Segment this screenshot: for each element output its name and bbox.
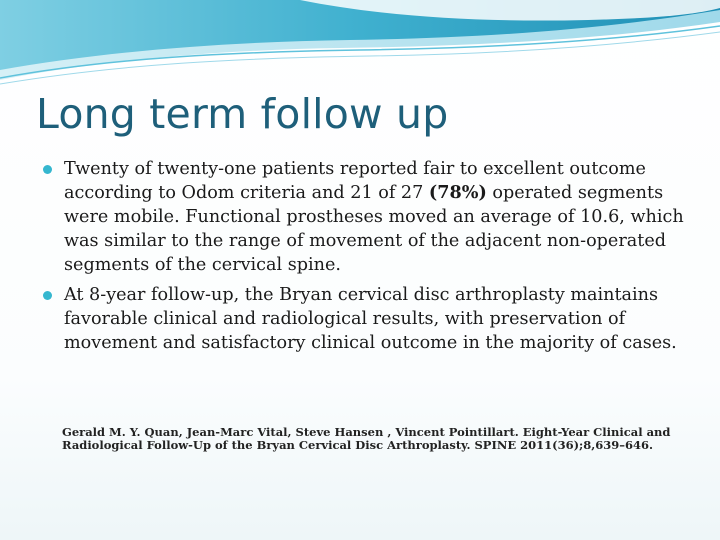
bullet-item <box>42 283 702 355</box>
bullet-dot-icon <box>43 165 52 174</box>
bullet-list <box>42 157 702 361</box>
bullet-text: Twenty of twenty-one patients reported fair to excellent outcome according to Odom criteria and 21 of 27 <box>64 159 646 203</box>
citation: Gerald M. Y. Quan, Jean-Marc Vital, Steve Hansen , Vincent Pointillart. Eight-Year Clinical and Radiological Follow-Up of the Bryan Cervical Disc Arthroplasty. SPINE 2011(36);8,639–646. <box>62 425 671 452</box>
bullet-item <box>42 157 702 277</box>
bullet-text: At 8-year follow-up, the Bryan cervical disc arthroplasty maintains favorable clinical and radiological results, with preservation of movement and satisfactory clinical outcome in the majority of cases. <box>64 285 677 353</box>
bullet-dot-icon <box>43 291 52 300</box>
slide-title: Long term follow up <box>36 90 449 138</box>
bullet-bold-percentage: (78%) <box>428 182 487 203</box>
decorative-wave-banner <box>0 0 720 90</box>
bullet-text-continued: operated segments were mobile. Functional prostheses moved an average of 10.6, which was similar to the range of movement of the adjacent non-operated segments of the cervical spine. <box>64 183 684 275</box>
